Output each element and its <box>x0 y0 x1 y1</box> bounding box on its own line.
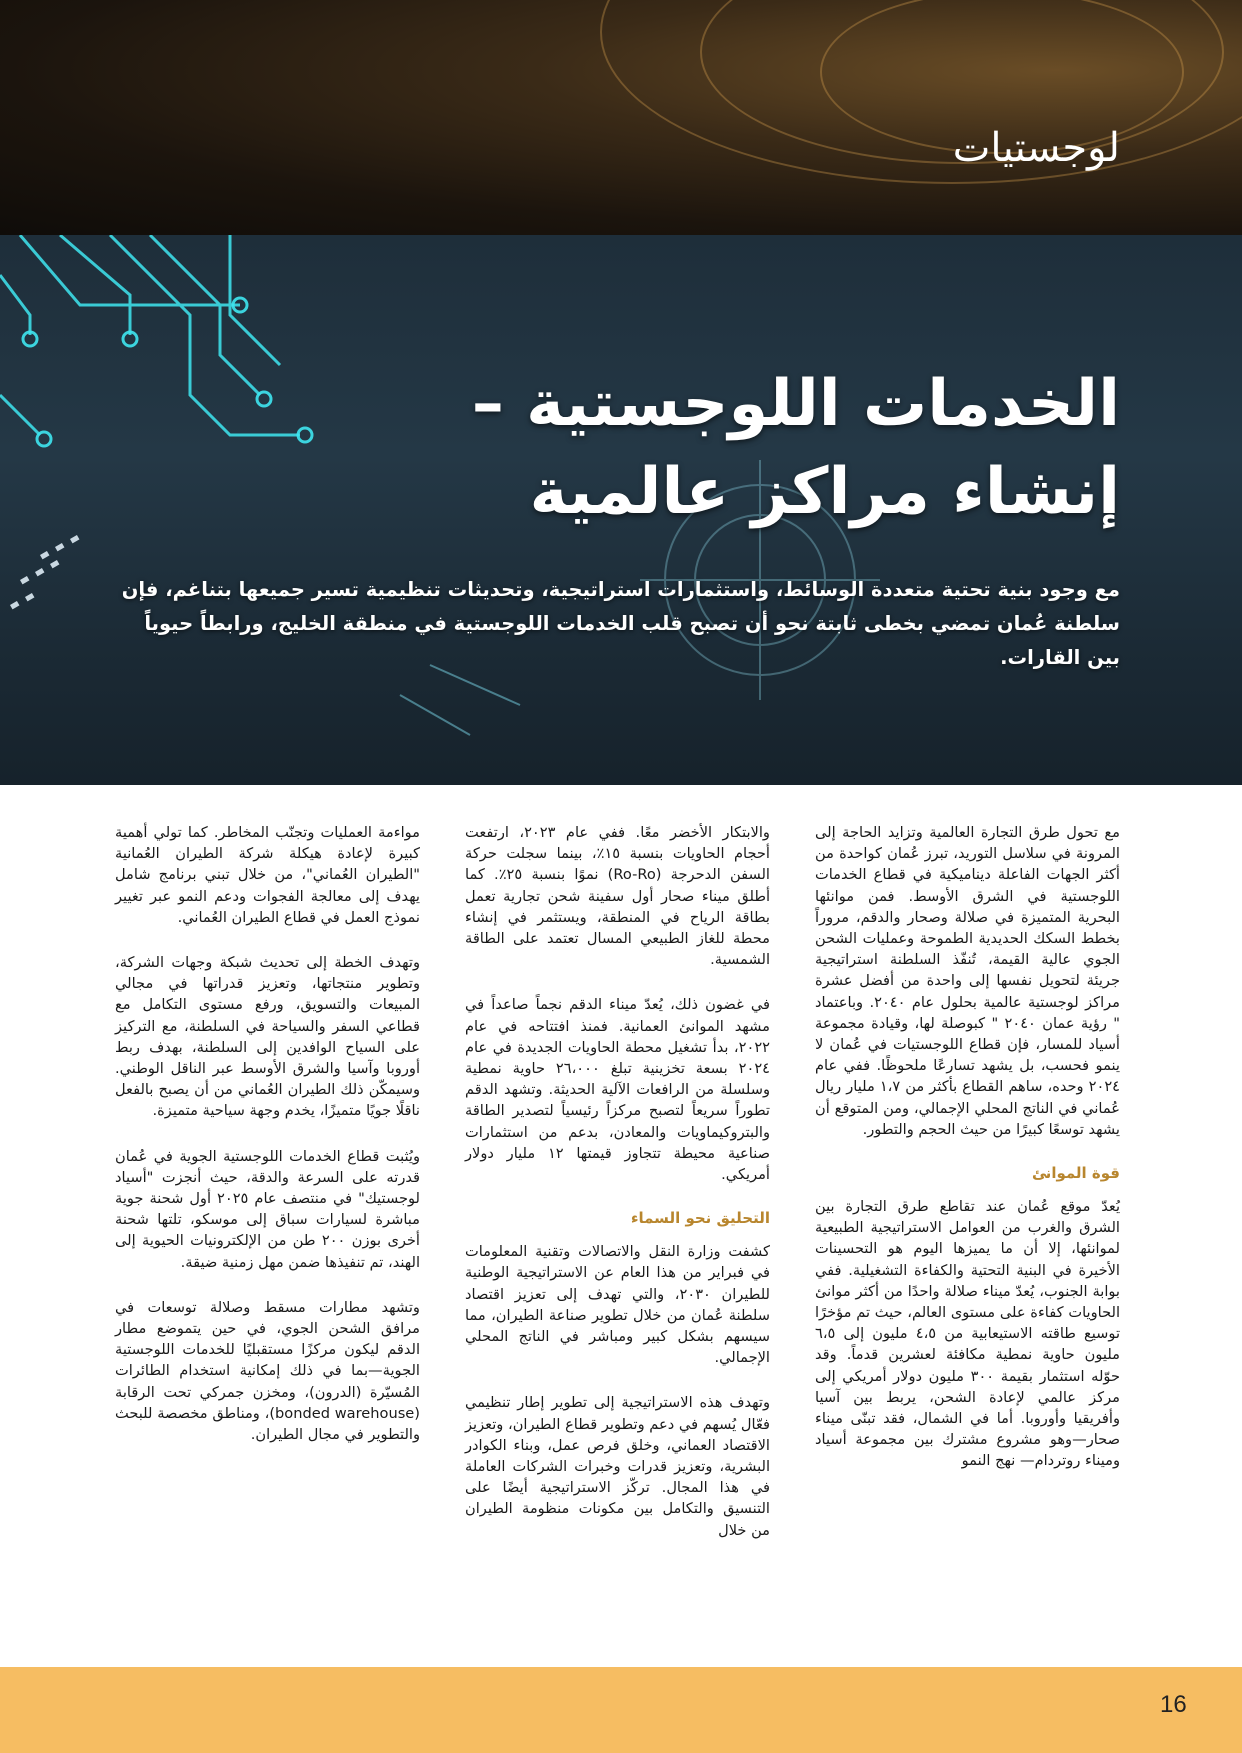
article-body <box>115 822 1120 1642</box>
paragraph: في غضون ذلك، يُعدّ ميناء الدقم نجماً صاعداً في مشهد الموانئ العمانية. فمنذ افتتاحه في عام ٢٠٢٢، بدأ تشغيل محطة الحاويات الجديدة في عام ٢٠٢٤ بسعة تخزينية تبلغ ٢٦،٠٠٠ حاوية نمطية وسلسلة من الرافعات الآلية الحديثة. وتشهد الدقم تطوراً سريعاً لتصبح مركزاً رئيسياً لتصدير الطاقة والبتروكيماويات والمعادن، بدعم من استثمارات صناعية محيطة تتجاوز قيمتها ١٢ مليار دولار أمريكي. <box>465 996 770 1184</box>
column-1 <box>815 822 1120 1496</box>
column-3 <box>115 822 420 1469</box>
column-2 <box>465 822 770 1565</box>
page-number: 16 <box>1160 1691 1187 1718</box>
subheading-ports: قوة الموانئ <box>1031 1164 1120 1183</box>
article-title <box>300 360 1120 536</box>
title-line-2: إنشاء مراكز عالمية <box>529 455 1120 529</box>
paragraph: يُعدّ موقع عُمان عند تقاطع طرق التجارة بين الشرق والغرب من العوامل الاستراتيجية الطبيعية لموانئها، إلا أن ما يميزها اليوم هو التحسينات الأخيرة في البنية التحتية والكفاءة التشغيلية. ففي بوابة الجنوب، يُعدّ ميناء صلالة واحدًا من أكثر موانئ الحاويات كفاءة على مستوى العالم، حيث تم مؤخرًا توسيع طاقته الاستيعابية من ٤،٥ مليون إلى ٦،٥ مليون حاوية نمطية مكافئة لعشرين قدماً. وقد حوّله استثمار بقيمة ٣٠٠ مليون دولار أمريكي إلى مركز عالمي لإعادة الشحن، يربط بين آسيا وأفريقيا وأوروبا. أما في الشمال، فقد تبنّى ميناء صحار—وهو مشروع مشترك بين مجموعة أسياد وميناء روتردام— نهج النمو <box>815 1198 1120 1470</box>
title-line-1: الخدمات اللوجستية – <box>471 367 1120 441</box>
paragraph: مواءمة العمليات وتجنّب المخاطر. كما تولي أهمية كبيرة لإعادة هيكلة شركة الطيران العُمانية "الطيران العُماني"، من خلال تبني برنامج شامل يهدف إلى معالجة الفجوات ودعم النمو عبر تغيير نموذج العمل في قطاع الطيران العُماني. <box>115 824 420 926</box>
paragraph: كشفت وزارة النقل والاتصالات وتقنية المعلومات في فبراير من هذا العام عن الاستراتيجية الوطنية للطيران ٢٠٣٠، والتي تهدف إلى تعزيز اقتصاد سلطنة عُمان من خلال تطوير صناعة الطيران، مما سيسهم بشكل كبير ومباشر في الناتج المحلي الإجمالي. <box>465 1243 770 1367</box>
paragraph: وتشهد مطارات مسقط وصلالة توسعات في مرافق الشحن الجوي، في حين يتموضع مطار الدقم ليكون مركزًا مستقبليًا للخدمات اللوجستية الجوية—بما في ذلك إمكانية استخدام الطائرات المُسيّرة (الدرون)، ومخزن جمركي تحت الرقابة (bonded warehouse)، ومناطق مخصصة للبحث والتطوير في مجال الطيران. <box>115 1298 420 1444</box>
paragraph: وتهدف هذه الاستراتيجية إلى تطوير إطار تنظيمي فعّال يُسهم في دعم وتطوير قطاع الطيران، وتعزيز الاقتصاد العماني، وخلق فرص عمل، وبناء الكوادر البشرية، وتعزيز قدرات وخبرات الشركات العاملة في هذا المجال. تركّز الاستراتيجية أيضًا على التنسيق والتكامل بين مكونات منظومة الطيران من خلال <box>465 1394 770 1539</box>
article-intro: مع وجود بنية تحتية متعددة الوسائط، واستثمارات استراتيجية، وتحديثات تنظيمية تسير جميعها بتناغم، فإن سلطنة عُمان تمضي بخطى ثابتة نحو أن تصبح قلب الخدمات اللوجستية في منطقة الخليج، ورابطاً حيوياً بين القارات. <box>121 578 1120 669</box>
footer-band <box>0 1667 1242 1753</box>
paragraph: والابتكار الأخضر معًا. ففي عام ٢٠٢٣، ارتفعت أحجام الحاويات بنسبة ١٥٪، بينما سجلت حركة السفن الدحرجة (Ro-Ro) نموًا بنسبة ٢٥٪. كما أطلق ميناء صحار أول سفينة شحن تجارية تعمل بطاقة الرياح في المنطقة، ويستثمر في إنشاء محطة للغاز الطبيعي المسال تعتمد على الطاقة الشمسية. <box>465 824 770 969</box>
paragraph: ويُثبت قطاع الخدمات اللوجستية الجوية في عُمان قدرته على السرعة والدقة، حيث أنجزت "أسياد لوجستيك" في منتصف عام ٢٠٢٥ أول شحنة جوية مباشرة لسيارات سباق إلى موسكو، تلتها شحنة أخرى بوزن ٢٠٠ طن من الإلكترونيات الحيوية إلى الهند، تم تنفيذها ضمن مهل زمنية ضيقة. <box>115 1147 420 1271</box>
paragraph: مع تحول طرق التجارة العالمية وتزايد الحاجة إلى المرونة في سلاسل التوريد، تبرز عُمان كواحدة من أكثر الجهات الفاعلة ديناميكية في قطاع الخدمات اللوجستية في الشرق الأوسط. فمن موانئها البحرية المتميزة في صلالة وصحار والدقم، مروراً بخطط السكك الحديدية الطموحة وعمليات الشحن الجوي عالية القيمة، تُنفّذ السلطنة استراتيجية جريئة لتحويل نفسها إلى واحدة من أفضل عشرة مراكز لوجستية عالمية بحلول عام ٢٠٤٠. وباعتماد " رؤية عمان ٢٠٤٠ " كبوصلة لها، وقيادة مجموعة أسياد للمسار، فإن قطاع اللوجستيات في عُمان لا ينمو فحسب، بل يشهد تسارعًا ملحوظًا. ففي عام ٢٠٢٤ وحده، ساهم القطاع بأكثر من ١،٧ مليار ريال عُماني في الناتج المحلي الإجمالي، ومن المتوقع أن يشهد توسعًا كبيرًا من حيث الحجم والتطور. <box>815 824 1120 1138</box>
hero-banner <box>0 235 1242 785</box>
header-band <box>0 0 1242 235</box>
section-label: لوجستيات <box>952 125 1120 171</box>
paragraph: وتهدف الخطة إلى تحديث شبكة وجهات الشركة، وتطوير منتجاتها، وتعزيز قدراتها في مجالي المبيعات والتسويق، ورفع مستوى التكامل مع قطاعي السفر والسياحة في السلطنة، مع التركيز على السياح الوافدين إلى السلطنة، بهدف ربط أوروبا وآسيا والشرق الأوسط عبر الناقل الوطني. وسيمكّن ذلك الطيران العُماني من أن يصبح بالفعل ناقلًا جويًا متميزًا، يخدم وجهة سياحية متميزة. <box>115 954 420 1120</box>
subheading-aviation: التحليق نحو السماء <box>630 1209 770 1228</box>
